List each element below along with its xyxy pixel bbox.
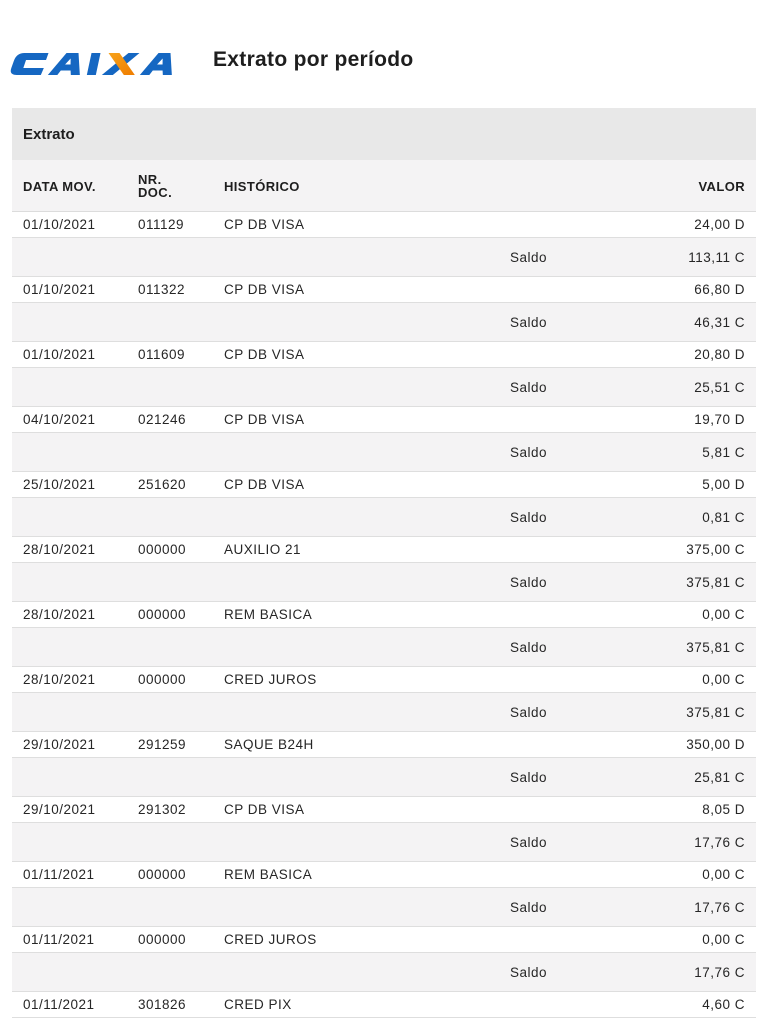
row-doc: 011609: [138, 347, 186, 362]
table-row: [12, 602, 756, 628]
balance-value: 0,81 C: [702, 509, 745, 525]
row-date: 25/10/2021: [23, 477, 96, 492]
row-doc: 000000: [138, 672, 187, 687]
row-value: 0,00 C: [702, 867, 745, 882]
row-value: 20,80 D: [694, 347, 745, 362]
row-doc: 000000: [138, 867, 187, 882]
column-doc-line2: DOC.: [138, 185, 173, 200]
balance-label: Saldo: [510, 899, 548, 915]
row-doc: 291302: [138, 802, 187, 817]
balance-value: 375,81 C: [686, 704, 745, 720]
statement-rows: [12, 212, 756, 1018]
row-date: 04/10/2021: [23, 412, 96, 427]
caixa-logo: [10, 46, 196, 82]
row-doc: 291259: [138, 737, 187, 752]
balance-label: Saldo: [510, 574, 548, 590]
balance-row: [12, 303, 756, 342]
row-history: AUXILIO 21: [224, 542, 302, 557]
row-doc: 251620: [138, 477, 187, 492]
row-date: 29/10/2021: [23, 737, 96, 752]
balance-label: Saldo: [510, 639, 548, 655]
balance-value: 25,81 C: [694, 769, 745, 785]
row-history: REM BASICA: [224, 607, 313, 622]
balance-value: 25,51 C: [694, 379, 745, 395]
row-history: CP DB VISA: [224, 477, 305, 492]
row-date: 01/10/2021: [23, 217, 96, 232]
table-row: [12, 537, 756, 563]
row-history: CP DB VISA: [224, 802, 305, 817]
balance-value: 113,11 C: [688, 249, 745, 265]
balance-row: [12, 498, 756, 537]
row-value: 0,00 C: [702, 932, 745, 947]
balance-value: 46,31 C: [694, 314, 745, 330]
table-row: [12, 277, 756, 303]
balance-label: Saldo: [510, 509, 548, 525]
table-row: [12, 862, 756, 888]
table-row: [12, 472, 756, 498]
row-date: 01/10/2021: [23, 282, 96, 297]
page-title: Extrato por período: [213, 48, 414, 71]
row-value: 5,00 D: [702, 477, 745, 492]
section-title: Extrato: [12, 108, 756, 160]
table-row: [12, 927, 756, 953]
row-date: 01/11/2021: [23, 867, 95, 882]
balance-label: Saldo: [510, 769, 548, 785]
balance-row: [12, 888, 756, 927]
row-doc: 000000: [138, 607, 187, 622]
row-date: 01/11/2021: [23, 997, 95, 1012]
row-value: 19,70 D: [694, 412, 745, 427]
row-history: REM BASICA: [224, 867, 313, 882]
balance-label: Saldo: [510, 964, 548, 980]
row-value: 375,00 C: [686, 542, 745, 557]
table-row: [12, 732, 756, 758]
row-date: 29/10/2021: [23, 802, 96, 817]
balance-row: [12, 693, 756, 732]
table-row: [12, 212, 756, 238]
row-date: 28/10/2021: [23, 672, 96, 687]
row-doc: 000000: [138, 932, 187, 947]
row-value: 8,05 D: [702, 802, 745, 817]
row-history: CRED JUROS: [224, 932, 317, 947]
balance-row: [12, 953, 756, 992]
row-date: 01/10/2021: [23, 347, 96, 362]
row-date: 01/11/2021: [23, 932, 95, 947]
column-value: VALOR: [698, 178, 745, 194]
row-history: CP DB VISA: [224, 412, 305, 427]
balance-label: Saldo: [510, 314, 548, 330]
balance-label: Saldo: [510, 444, 548, 460]
balance-value: 375,81 C: [686, 639, 745, 655]
row-value: 4,60 C: [702, 997, 745, 1012]
table-row: [12, 342, 756, 368]
balance-label: Saldo: [510, 379, 548, 395]
balance-row: [12, 368, 756, 407]
balance-label: Saldo: [510, 834, 548, 850]
row-doc: 301826: [138, 997, 187, 1012]
row-date: 28/10/2021: [23, 542, 96, 557]
row-history: CP DB VISA: [224, 282, 305, 297]
table-row: [12, 667, 756, 693]
balance-value: 17,76 C: [694, 964, 745, 980]
column-date: DATA MOV.: [23, 178, 96, 194]
row-value: 350,00 D: [686, 737, 745, 752]
row-history: SAQUE B24H: [224, 737, 314, 752]
row-value: 24,00 D: [694, 217, 745, 232]
page-header: [0, 0, 768, 108]
row-value: 0,00 C: [702, 672, 745, 687]
balance-row: [12, 823, 756, 862]
row-history: CP DB VISA: [224, 217, 305, 232]
column-history: HISTÓRICO: [224, 178, 300, 194]
row-value: 66,80 D: [694, 282, 745, 297]
balance-row: [12, 238, 756, 277]
row-date: 28/10/2021: [23, 607, 96, 622]
row-value: 0,00 C: [702, 607, 745, 622]
balance-value: 375,81 C: [686, 574, 745, 590]
table-row: [12, 797, 756, 823]
row-history: CRED JUROS: [224, 672, 317, 687]
table-row: [12, 407, 756, 433]
balance-row: [12, 563, 756, 602]
balance-label: Saldo: [510, 249, 548, 265]
row-doc: 011129: [138, 217, 185, 232]
balance-row: [12, 758, 756, 797]
row-doc: 011322: [138, 282, 186, 297]
balance-value: 17,76 C: [694, 834, 745, 850]
balance-row: [12, 433, 756, 472]
table-row: [12, 992, 756, 1018]
balance-row: [12, 628, 756, 667]
row-history: CP DB VISA: [224, 347, 305, 362]
row-doc: 021246: [138, 412, 187, 427]
column-doc-line1: NR.: [138, 172, 162, 187]
balance-label: Saldo: [510, 704, 548, 720]
statement-panel: [12, 108, 756, 1024]
column-doc: [138, 160, 208, 212]
table-header: [12, 160, 756, 212]
row-history: CRED PIX: [224, 997, 292, 1012]
row-doc: 000000: [138, 542, 187, 557]
balance-value: 17,76 C: [694, 899, 745, 915]
balance-value: 5,81 C: [702, 444, 745, 460]
